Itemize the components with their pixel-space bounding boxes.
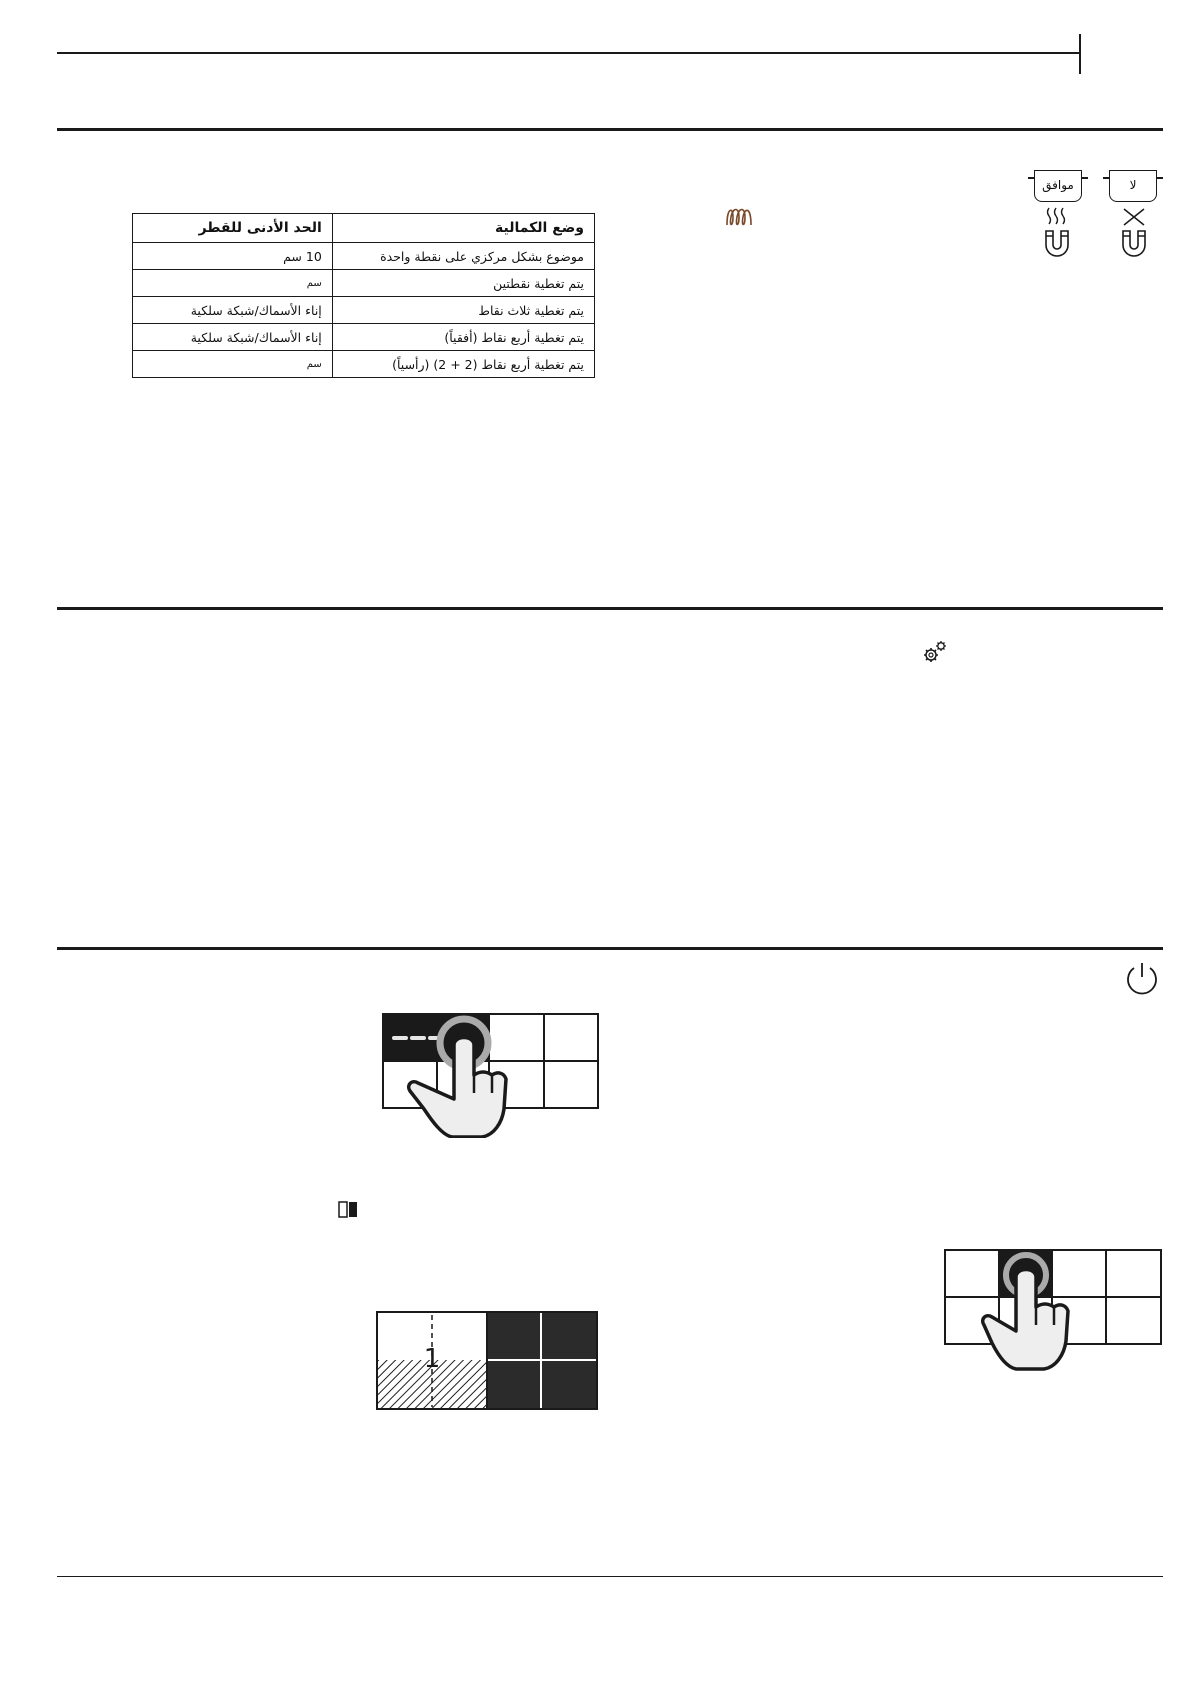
power-icon bbox=[1123, 960, 1161, 998]
position-cell: يتم تغطية نقطتين bbox=[332, 270, 594, 297]
table-row bbox=[133, 243, 595, 270]
min-diameter-cell: إناء الأسماك/شبكة سلكية bbox=[133, 297, 333, 324]
zone-number: 1 bbox=[423, 1344, 441, 1374]
magnet-icon bbox=[1119, 229, 1149, 261]
zone-grid-select-diagram bbox=[944, 1249, 1164, 1377]
min-diameter-cell: سم bbox=[133, 270, 333, 297]
zone-split-icon bbox=[338, 1201, 358, 1218]
footer-rule bbox=[57, 1576, 1163, 1577]
min-diameter-cell: سم bbox=[133, 351, 333, 378]
min-diameter-cell: إناء الأسماك/شبكة سلكية bbox=[133, 324, 333, 351]
section-divider-3 bbox=[57, 947, 1163, 950]
magnet-icon bbox=[1042, 229, 1072, 261]
diameter-table bbox=[132, 213, 595, 378]
header-position: وضع الكمالية bbox=[332, 214, 594, 243]
header-rule bbox=[57, 52, 1080, 54]
section-divider-2 bbox=[57, 607, 1163, 610]
table-row bbox=[133, 270, 595, 297]
heat-waves-icon bbox=[1044, 206, 1070, 228]
section-divider-1 bbox=[57, 128, 1163, 131]
zone-grid-touch-diagram bbox=[382, 1013, 600, 1138]
cookware-no-label: لا bbox=[1109, 170, 1157, 202]
cross-icon bbox=[1122, 207, 1146, 227]
position-cell: موضوع بشكل مركزي على نقطة واحدة bbox=[332, 243, 594, 270]
coil-heating-icon bbox=[724, 205, 754, 229]
cookware-ok-label: موافق bbox=[1034, 170, 1082, 202]
header-min-diameter: الحد الأدنى للقطر bbox=[133, 214, 333, 243]
gears-icon bbox=[922, 640, 948, 664]
min-diameter-cell: 10 سم bbox=[133, 243, 333, 270]
table-row bbox=[133, 297, 595, 324]
table-row bbox=[133, 324, 595, 351]
table-row bbox=[133, 351, 595, 378]
position-cell: يتم تغطية أربع نقاط (2 + 2) (رأسياً) bbox=[332, 351, 594, 378]
position-cell: يتم تغطية أربع نقاط (أفقياً) bbox=[332, 324, 594, 351]
table-header-row bbox=[133, 214, 595, 243]
zone-hatch-diagram bbox=[376, 1311, 598, 1411]
header-tick bbox=[1079, 34, 1081, 74]
position-cell: يتم تغطية ثلاث نقاط bbox=[332, 297, 594, 324]
